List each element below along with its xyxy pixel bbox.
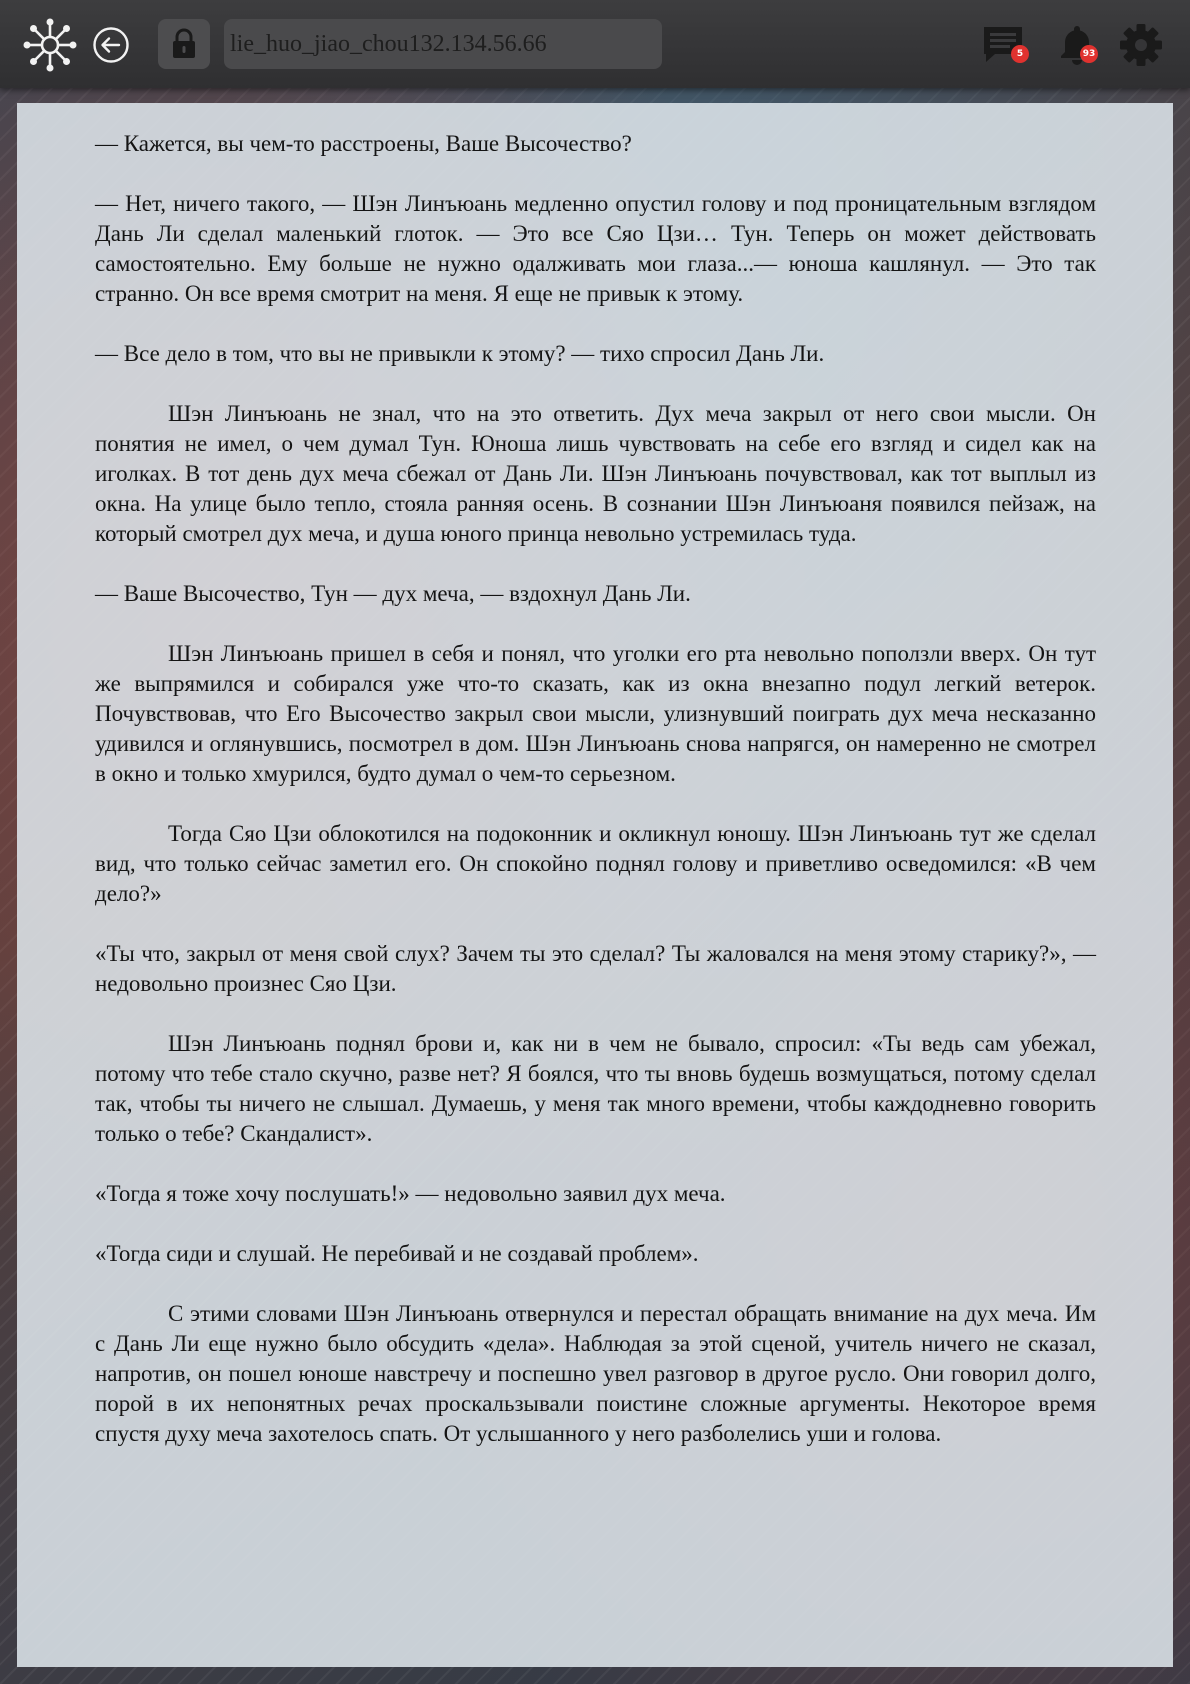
paragraph: — Ваше Высочество, Тун — дух меча, — вздохнул Дань Ли. xyxy=(95,581,691,606)
paragraph: Шэн Линъюань поднял брови и, как ни в чем не бывало, спросил: «Ты ведь сам убежал, потому что тебе стало скучно, разве нет? Я боялся, что ты вновь будешь возмущаться, потому сделал так, чтобы ты ничего не слышал. Думаешь, у меня так много времени, чтобы каждодневно говорить только о тебе? Скандалист». xyxy=(95,1031,1096,1146)
back-arrow-icon xyxy=(92,26,130,64)
reading-panel xyxy=(17,103,1173,1667)
back-button[interactable] xyxy=(92,26,130,64)
notifications-count-badge: 93 xyxy=(1080,45,1098,63)
paragraph: «Тогда я тоже хочу послушать!» — недовольно заявил дух меча. xyxy=(95,1181,726,1206)
paragraph: «Ты что, закрыл от меня свой слух? Зачем ты это сделал? Ты жаловался на меня этому старику?», — недовольно произнес Сяо Цзи. xyxy=(95,941,1096,996)
paragraph: Шэн Линъюань не знал, что на это ответить. Дух меча закрыл от него свои мысли. Он понятия не имел, о чем думал Тун. Юноша лишь чувствовать на себе его взгляд и сидел как на иголках. В тот день дух меча сбежал от Дань Ли. Шэн Линъюань почувствовал, как тот выплыл из окна. На улице было тепло, стояла ранняя осень. В сознании Шэн Линъюаня появился пейзаж, на который смотрел дух меча, и душа юного принца невольно устремилась туда. xyxy=(95,401,1096,546)
paragraph: Тогда Сяо Цзи облокотился на подоконник и окликнул юношу. Шэн Линъюань тут же сделал вид, что только сейчас заметил его. Он спокойно поднял голову и приветливо осведомился: «В чем дело?» xyxy=(95,821,1096,906)
gear-icon xyxy=(1118,22,1164,68)
top-bar xyxy=(0,0,1190,88)
paragraph: — Нет, ничего такого, — Шэн Линъюань медленно опустил голову и под проницательным взглядом Дань Ли сделал маленький глоток. — Это все Сяо Цзи… Тун. Теперь он может действовать самостоятельно. Ему больше не нужно одалживать мои глаза...— юноша кашлянул. — Это так странно. Он все время смотрит на меня. Я еще не привык к этому. xyxy=(95,191,1096,306)
lock-icon xyxy=(168,27,200,61)
notifications-button[interactable] xyxy=(1054,22,1100,68)
settings-button[interactable] xyxy=(1118,22,1164,68)
network-logo-icon[interactable] xyxy=(22,17,78,73)
paragraph: — Все дело в том, что вы не привыкли к этому? — тихо спросил Дань Ли. xyxy=(95,341,825,366)
paragraph: «Тогда сиди и слушай. Не перебивай и не создавай проблем». xyxy=(95,1241,699,1266)
messages-count-badge: 5 xyxy=(1011,45,1029,63)
messages-button[interactable] xyxy=(980,22,1026,68)
paragraph: — Кажется, вы чем-то расстроены, Ваше Высочество? xyxy=(95,131,632,156)
address-input[interactable] xyxy=(224,19,662,69)
paragraph: Шэн Линъюань пришел в себя и понял, что уголки его рта невольно поползли вверх. Он тут же выпрямился и собирался уже что-то сказать, как из окна внезапно подул легкий ветерок. Почувствовав, что Его Высочество закрыл свои мысли, улизнувший поиграть дух меча несказанно удивился и оглянувшись, посмотрел в дом. Шэн Линъюань снова напрягся, он намеренно не смотрел в окно и только хмурился, будто думал о чем-то серьезном. xyxy=(95,641,1096,786)
paragraph: С этими словами Шэн Линъюань отвернулся и перестал обращать внимание на дух меча. Им с Дань Ли еще нужно было обсудить «дела». Наблюдая за этой сценой, учитель ничего не сказал, напротив, он пошел юноше навстречу и поспешно увел разговор в другое русло. Они говорил долго, порой в их непонятных речах проскальзывали поистине сложные аргументы. Некоторое время спустя духу меча захотелось спать. От услышанного у него разболелись уши и голова. xyxy=(95,1301,1096,1446)
lock-button[interactable] xyxy=(158,19,210,69)
